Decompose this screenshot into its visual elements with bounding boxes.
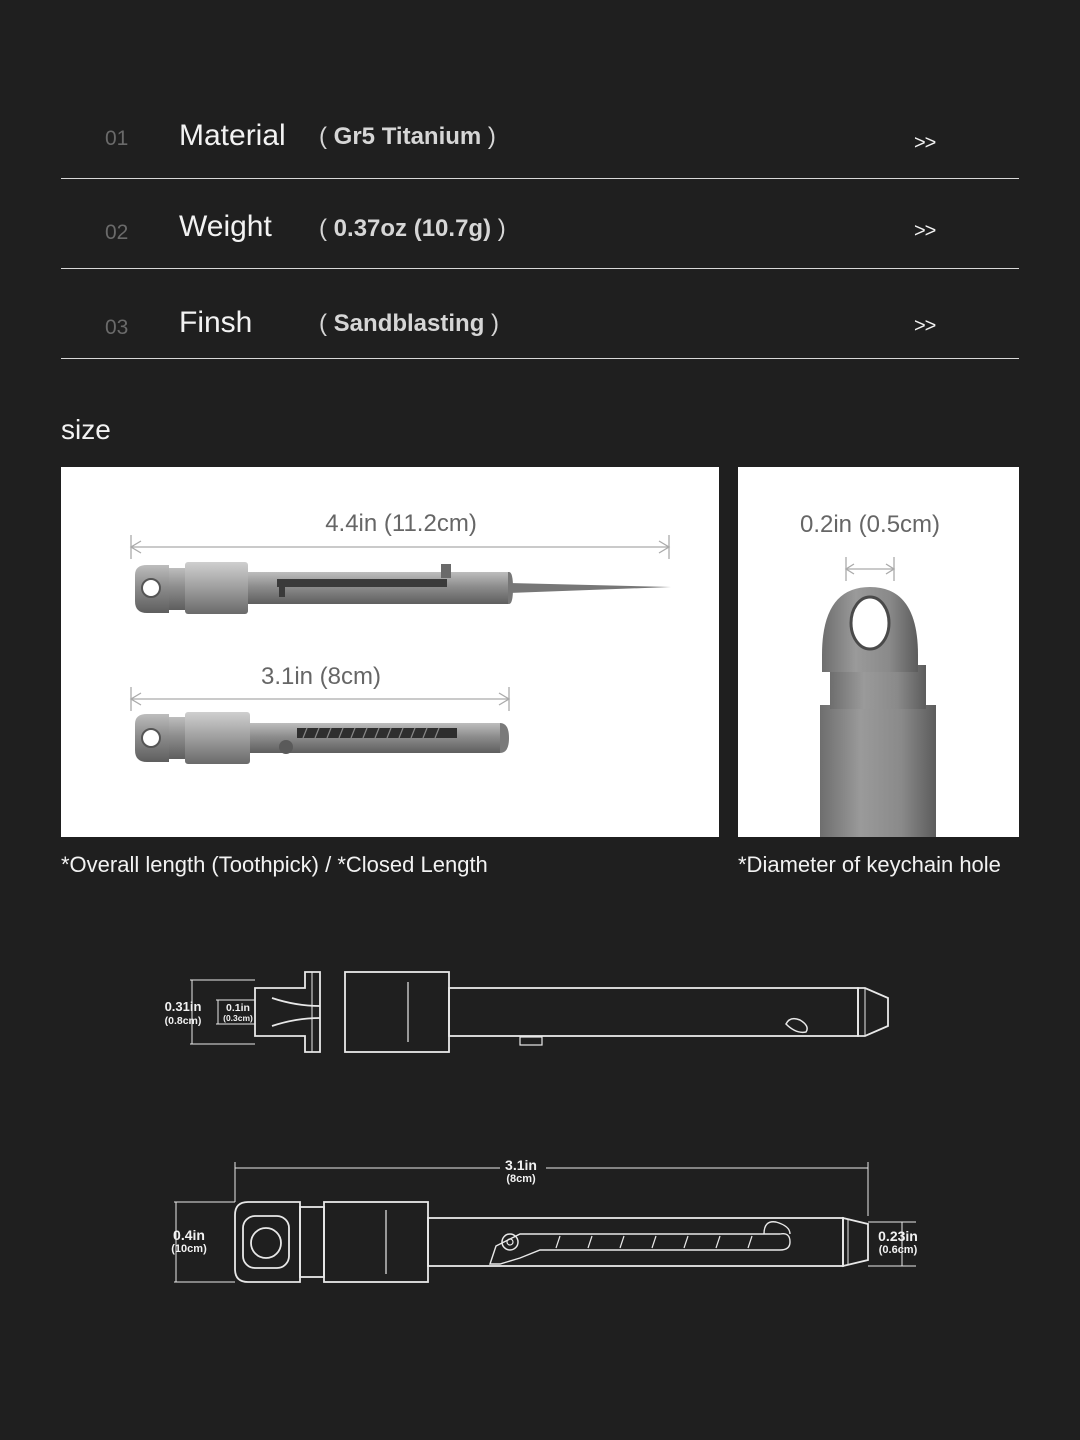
length-dimension-cm: (8cm) [506,1173,536,1185]
double-chevron-icon[interactable]: >> [914,315,936,337]
spec-value: ( Sandblasting ) [319,310,500,337]
spec-row-material[interactable] [61,88,1019,179]
double-chevron-icon[interactable]: >> [914,220,936,242]
hole-diameter-label: 0.2in (0.5cm) [799,511,941,538]
hole-caption: *Diameter of keychain hole [738,852,1001,877]
overall-length-dimension-line [131,535,669,559]
closed-length-label: 3.1in (8cm) [260,663,382,690]
spec-number: 02 [105,221,129,244]
outer-dimension-label: 0.31in [164,999,202,1014]
section-title: size [61,414,111,445]
spec-number: 03 [105,316,129,339]
toothpick-length-illustration [61,467,719,837]
height-dimension-label: 0.4in [173,1227,205,1243]
double-chevron-icon[interactable]: >> [914,132,936,154]
keychain-ring-icon [738,467,1019,837]
spec-number: 01 [105,127,129,150]
spec-row-finish[interactable] [61,268,1019,359]
toothpick-closed [135,712,509,764]
length-caption: *Overall length (Toothpick) / *Closed Length [61,852,488,877]
inner-dimension-cm: (0.3cm) [223,1013,253,1023]
top-view-technical-drawing [0,1150,1080,1300]
length-dimension-label: 3.1in [505,1157,537,1173]
spec-label: Weight [179,210,272,243]
side-view-technical-drawing [0,960,1080,1070]
spec-value: ( Gr5 Titanium ) [319,123,496,150]
inner-dimension-label: 0.1in [226,1002,250,1014]
keychain-hole-photo-panel [738,467,1019,837]
spec-row-weight[interactable] [61,178,1019,269]
length-photo-panel [61,467,719,837]
closed-length-dimension-line [131,687,509,711]
tip-dimension-cm: (0.6cm) [878,1244,918,1256]
spec-label: Material [179,119,286,152]
height-dimension-cm: (10cm) [171,1243,207,1255]
spec-label: Finsh [179,306,253,339]
hole-diameter-dimension-line [846,557,894,581]
tip-dimension-label: 0.23in [878,1228,918,1244]
overall-length-label: 4.4in (11.2cm) [325,510,477,537]
spec-value: ( 0.37oz (10.7g) ) [319,215,506,242]
toothpick-open [135,562,671,614]
outer-dimension-cm: (0.8cm) [164,1015,202,1027]
